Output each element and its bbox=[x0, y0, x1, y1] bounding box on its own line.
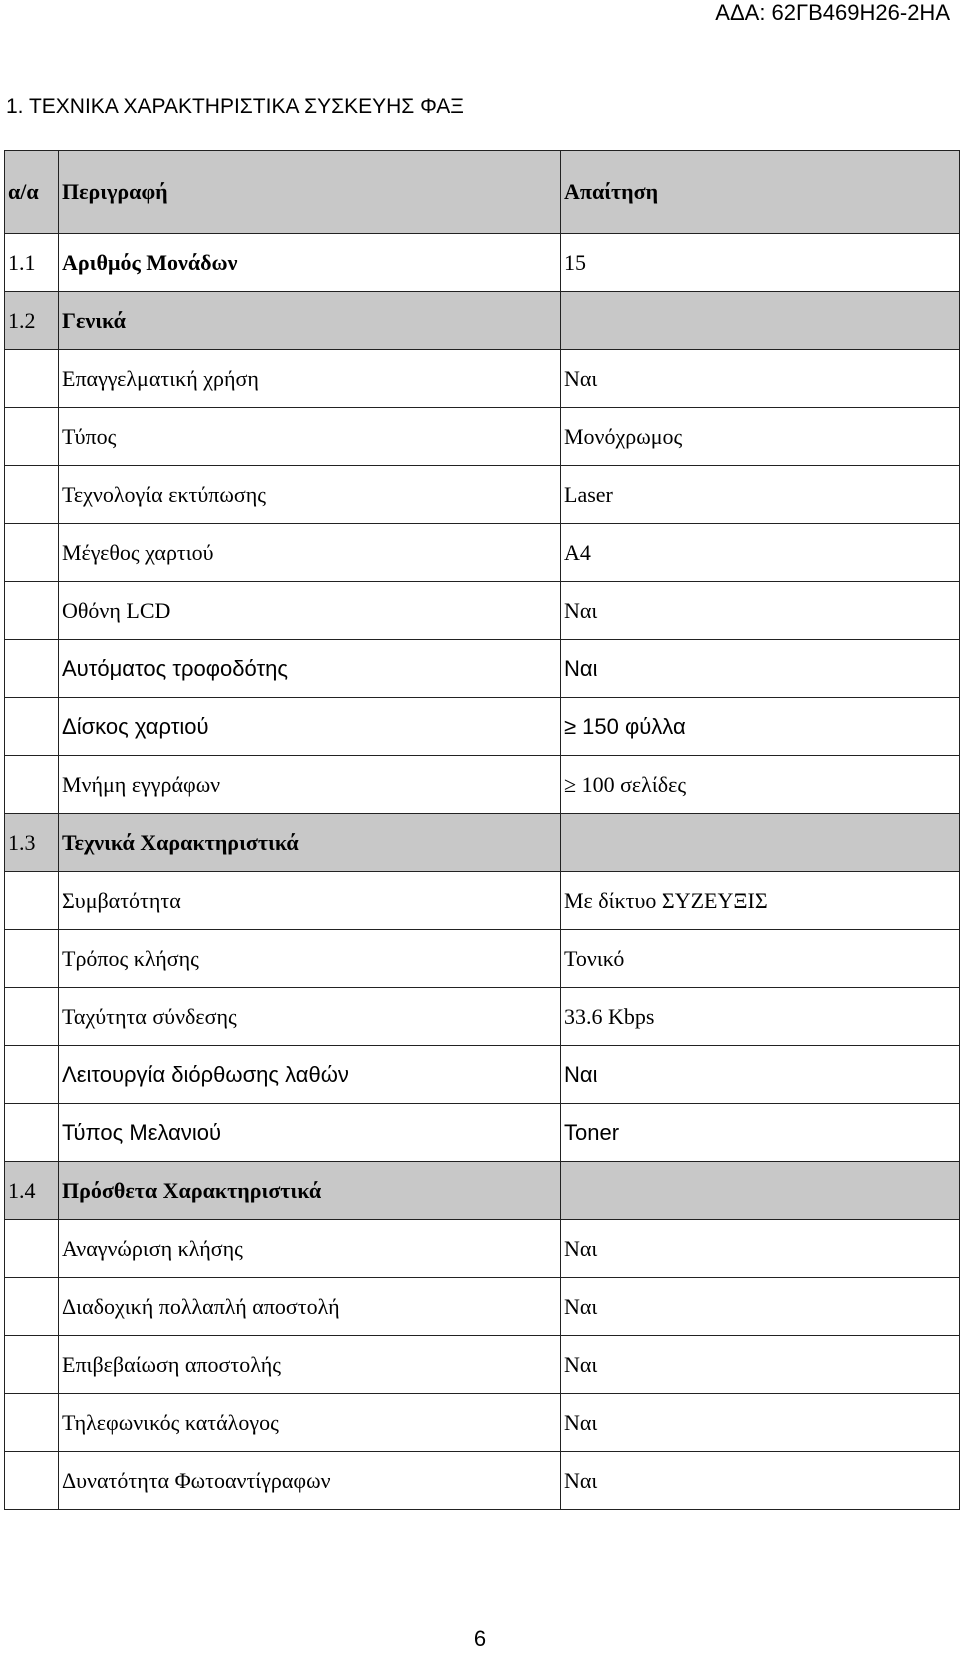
row-requirement: Ναι bbox=[561, 1046, 960, 1104]
header-requirement: Απαίτηση bbox=[561, 151, 960, 234]
row-requirement: Μονόχρωμος bbox=[561, 408, 960, 466]
row-description: Τύπος bbox=[59, 408, 561, 466]
table-row bbox=[5, 640, 960, 698]
table-header-row bbox=[5, 151, 960, 234]
row-description: Μέγεθος χαρτιού bbox=[59, 524, 561, 582]
row-description: Οθόνη LCD bbox=[59, 582, 561, 640]
table-row bbox=[5, 350, 960, 408]
row-description: Τύπος Μελανιού bbox=[59, 1104, 561, 1162]
table-row bbox=[5, 1046, 960, 1104]
ada-code: ΑΔΑ: 62ΓΒ469Η26-2ΗΑ bbox=[715, 0, 950, 25]
table-row bbox=[5, 524, 960, 582]
row-requirement: ≥ 100 σελίδες bbox=[561, 756, 960, 814]
section-row-general bbox=[5, 292, 960, 350]
section-num: 1.3 bbox=[5, 814, 59, 872]
row-requirement: ≥ 150 φύλλα bbox=[561, 698, 960, 756]
section-title: Γενικά bbox=[59, 292, 561, 350]
row-num: 1.1 bbox=[5, 234, 59, 292]
row-description: Επαγγελματική χρήση bbox=[59, 350, 561, 408]
section-title: Τεχνικά Χαρακτηριστικά bbox=[59, 814, 561, 872]
table-row bbox=[5, 988, 960, 1046]
row-description: Λειτουργία διόρθωσης λαθών bbox=[59, 1046, 561, 1104]
row-requirement: Ναι bbox=[561, 640, 960, 698]
table-row bbox=[5, 1104, 960, 1162]
row-description: Αυτόματος τροφοδότης bbox=[59, 640, 561, 698]
row-description: Μνήμη εγγράφων bbox=[59, 756, 561, 814]
section-row-technical bbox=[5, 814, 960, 872]
row-description: Τεχνολογία εκτύπωσης bbox=[59, 466, 561, 524]
row-requirement: Τονικό bbox=[561, 930, 960, 988]
table-row bbox=[5, 1278, 960, 1336]
row-description: Αναγνώριση κλήσης bbox=[59, 1220, 561, 1278]
row-description: Αριθμός Μονάδων bbox=[59, 234, 561, 292]
row-requirement: Ναι bbox=[561, 1452, 960, 1510]
row-requirement: Ναι bbox=[561, 1278, 960, 1336]
table-row bbox=[5, 1394, 960, 1452]
table-row bbox=[5, 1220, 960, 1278]
row-requirement: Ναι bbox=[561, 1220, 960, 1278]
row-description: Τηλεφωνικός κατάλογος bbox=[59, 1394, 561, 1452]
row-requirement: Ναι bbox=[561, 1336, 960, 1394]
page-number: 6 bbox=[473, 1626, 487, 1651]
header-description: Περιγραφή bbox=[59, 151, 561, 234]
row-description: Συμβατότητα bbox=[59, 872, 561, 930]
section-num: 1.2 bbox=[5, 292, 59, 350]
page-title: 1. ΤΕΧΝΙΚΑ ΧΑΡΑΚΤΗΡΙΣΤΙΚΑ ΣΥΣΚΕΥΗΣ ΦΑΞ bbox=[6, 95, 464, 118]
fax-spec-table bbox=[4, 150, 960, 1510]
row-requirement: Ναι bbox=[561, 582, 960, 640]
row-description: Διαδοχική πολλαπλή αποστολή bbox=[59, 1278, 561, 1336]
row-description: Τρόπος κλήσης bbox=[59, 930, 561, 988]
row-requirement: Ναι bbox=[561, 350, 960, 408]
row-requirement: 15 bbox=[561, 234, 960, 292]
row-description: Επιβεβαίωση αποστολής bbox=[59, 1336, 561, 1394]
table-row bbox=[5, 466, 960, 524]
table-row bbox=[5, 408, 960, 466]
table-row bbox=[5, 1336, 960, 1394]
section-title: Πρόσθετα Χαρακτηριστικά bbox=[59, 1162, 561, 1220]
table-row bbox=[5, 234, 960, 292]
table-row bbox=[5, 698, 960, 756]
row-description: Ταχύτητα σύνδεσης bbox=[59, 988, 561, 1046]
table-row bbox=[5, 930, 960, 988]
header-num: α/α bbox=[5, 151, 59, 234]
section-num: 1.4 bbox=[5, 1162, 59, 1220]
row-description: Δυνατότητα Φωτοαντίγραφων bbox=[59, 1452, 561, 1510]
row-requirement: Ναι bbox=[561, 1394, 960, 1452]
row-requirement: 33.6 Kbps bbox=[561, 988, 960, 1046]
row-requirement: Με δίκτυο ΣΥΖΕΥΞΙΣ bbox=[561, 872, 960, 930]
row-description: Δίσκος χαρτιού bbox=[59, 698, 561, 756]
row-requirement: Toner bbox=[561, 1104, 960, 1162]
row-requirement: A4 bbox=[561, 524, 960, 582]
table-row bbox=[5, 582, 960, 640]
table-row bbox=[5, 756, 960, 814]
section-row-additional bbox=[5, 1162, 960, 1220]
table-row bbox=[5, 872, 960, 930]
table-row bbox=[5, 1452, 960, 1510]
row-requirement: Laser bbox=[561, 466, 960, 524]
